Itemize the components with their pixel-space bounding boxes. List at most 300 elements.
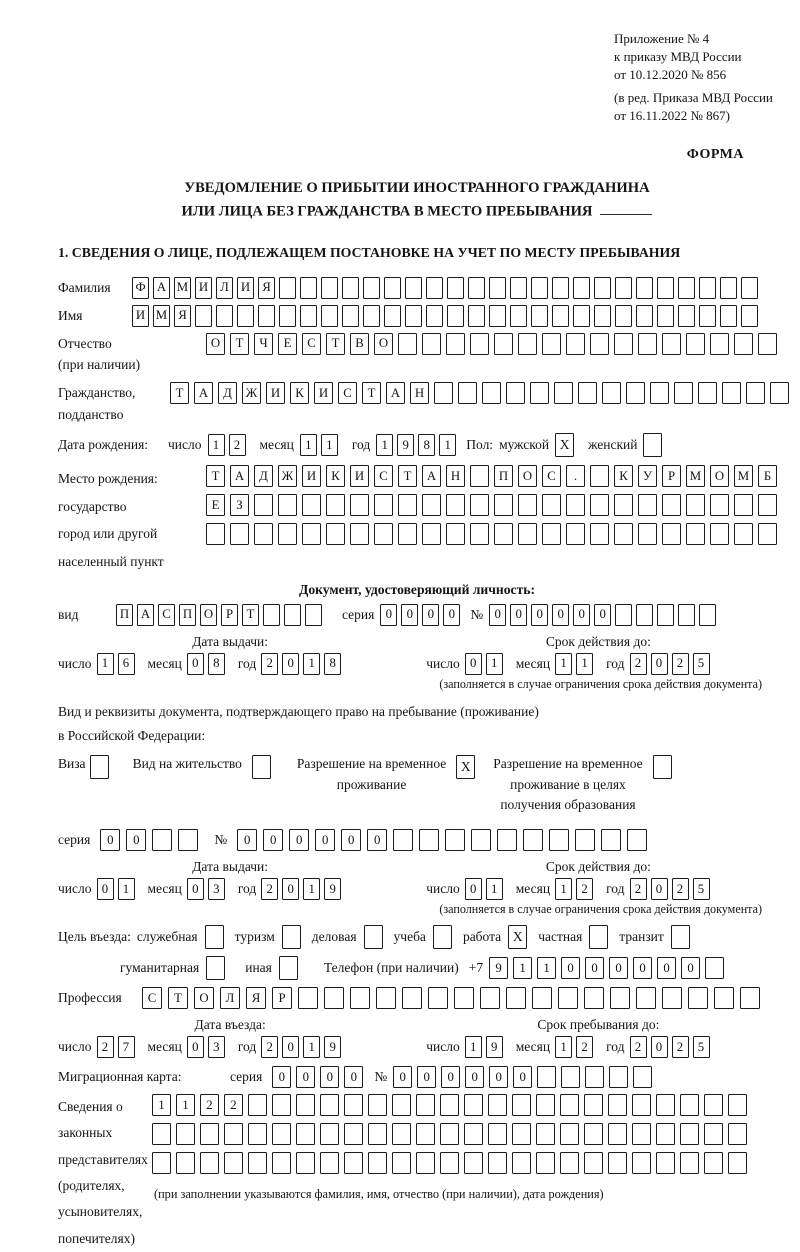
char-box[interactable]	[662, 987, 682, 1009]
char-box[interactable]	[615, 277, 632, 299]
char-box[interactable]	[470, 333, 489, 355]
char-box[interactable]	[326, 494, 345, 516]
char-box[interactable]	[392, 1123, 411, 1145]
char-box[interactable]	[363, 277, 380, 299]
char-box[interactable]: 0	[296, 1066, 315, 1088]
char-box[interactable]: 1	[303, 653, 320, 675]
char-box[interactable]	[321, 305, 338, 327]
char-box[interactable]	[206, 523, 225, 545]
char-box[interactable]	[560, 1152, 579, 1174]
char-box[interactable]	[758, 523, 777, 545]
purpose-business-checkbox[interactable]	[364, 925, 383, 949]
char-box[interactable]	[296, 1094, 315, 1116]
char-box[interactable]: О	[518, 465, 537, 487]
char-box[interactable]: 2	[672, 1036, 689, 1058]
char-box[interactable]: 2	[261, 878, 278, 900]
purpose-transit-checkbox[interactable]	[671, 925, 690, 949]
char-box[interactable]	[482, 382, 501, 404]
char-box[interactable]: 1	[555, 653, 572, 675]
char-box[interactable]: 0	[513, 1066, 532, 1088]
char-box[interactable]: С	[542, 465, 561, 487]
char-box[interactable]	[573, 277, 590, 299]
char-box[interactable]	[176, 1152, 195, 1174]
char-box[interactable]	[584, 1123, 603, 1145]
char-box[interactable]: 0	[651, 653, 668, 675]
char-box[interactable]: 1	[152, 1094, 171, 1116]
char-box[interactable]	[704, 1123, 723, 1145]
char-box[interactable]: 9	[397, 434, 414, 456]
char-box[interactable]	[488, 1094, 507, 1116]
char-box[interactable]	[740, 987, 760, 1009]
char-box[interactable]: Р	[662, 465, 681, 487]
char-box[interactable]	[636, 987, 656, 1009]
char-box[interactable]	[398, 333, 417, 355]
char-box[interactable]	[350, 494, 369, 516]
char-box[interactable]: 0	[97, 878, 114, 900]
doc-series-field[interactable]	[380, 604, 464, 626]
char-box[interactable]: Ч	[254, 333, 273, 355]
char-box[interactable]	[542, 333, 561, 355]
char-box[interactable]: 2	[630, 1036, 647, 1058]
char-box[interactable]	[488, 1152, 507, 1174]
char-box[interactable]	[398, 523, 417, 545]
char-box[interactable]: А	[137, 604, 154, 626]
char-box[interactable]	[497, 829, 517, 851]
char-box[interactable]	[254, 494, 273, 516]
char-box[interactable]	[176, 1123, 195, 1145]
char-box[interactable]	[734, 523, 753, 545]
char-box[interactable]: 0	[561, 957, 580, 979]
birth-year-field[interactable]	[376, 434, 460, 456]
char-box[interactable]: 1	[376, 434, 393, 456]
char-box[interactable]	[440, 1123, 459, 1145]
char-box[interactable]	[678, 305, 695, 327]
char-box[interactable]	[560, 1123, 579, 1145]
char-box[interactable]	[384, 305, 401, 327]
char-box[interactable]: 9	[486, 1036, 503, 1058]
entry-year-field[interactable]	[261, 1036, 345, 1058]
char-box[interactable]: 0	[573, 604, 590, 626]
char-box[interactable]: П	[116, 604, 133, 626]
char-box[interactable]	[602, 382, 621, 404]
char-box[interactable]: И	[132, 305, 149, 327]
char-box[interactable]: 0	[187, 653, 204, 675]
visa-checkbox[interactable]	[90, 755, 109, 779]
char-box[interactable]	[374, 523, 393, 545]
char-box[interactable]	[650, 382, 669, 404]
char-box[interactable]: Я	[258, 277, 275, 299]
char-box[interactable]: 1	[321, 434, 338, 456]
char-box[interactable]: С	[142, 987, 162, 1009]
char-box[interactable]	[720, 277, 737, 299]
char-box[interactable]: 0	[531, 604, 548, 626]
char-box[interactable]: Т	[242, 604, 259, 626]
issue-month-field[interactable]	[187, 878, 229, 900]
char-box[interactable]	[195, 305, 212, 327]
char-box[interactable]: 8	[324, 653, 341, 675]
sex-female-checkbox[interactable]	[643, 433, 662, 457]
char-box[interactable]	[428, 987, 448, 1009]
char-box[interactable]: 0	[443, 604, 460, 626]
char-box[interactable]	[728, 1152, 747, 1174]
char-box[interactable]	[704, 1094, 723, 1116]
char-box[interactable]	[678, 604, 695, 626]
char-box[interactable]: М	[686, 465, 705, 487]
char-box[interactable]	[405, 277, 422, 299]
profession-field[interactable]	[142, 987, 766, 1009]
char-box[interactable]	[728, 1123, 747, 1145]
char-box[interactable]: Ж	[278, 465, 297, 487]
char-box[interactable]: 0	[263, 829, 283, 851]
char-box[interactable]	[512, 1094, 531, 1116]
char-box[interactable]	[578, 382, 597, 404]
char-box[interactable]	[758, 494, 777, 516]
char-box[interactable]	[376, 987, 396, 1009]
char-box[interactable]: А	[386, 382, 405, 404]
char-box[interactable]: 0	[126, 829, 146, 851]
char-box[interactable]	[464, 1094, 483, 1116]
char-box[interactable]: 1	[97, 653, 114, 675]
char-box[interactable]: .	[566, 465, 585, 487]
char-box[interactable]: У	[638, 465, 657, 487]
residence-permit-checkbox[interactable]	[252, 755, 271, 779]
temporary-permit-checkbox[interactable]: X	[456, 755, 475, 779]
char-box[interactable]	[636, 305, 653, 327]
char-box[interactable]: 0	[320, 1066, 339, 1088]
char-box[interactable]	[480, 987, 500, 1009]
char-box[interactable]	[272, 1094, 291, 1116]
char-box[interactable]: 0	[237, 829, 257, 851]
char-box[interactable]	[200, 1123, 219, 1145]
expiry-day-field[interactable]	[465, 653, 507, 675]
char-box[interactable]	[350, 987, 370, 1009]
surname-field[interactable]	[132, 277, 762, 299]
char-box[interactable]: 2	[229, 434, 246, 456]
char-box[interactable]	[422, 333, 441, 355]
phone-field[interactable]	[489, 957, 729, 979]
char-box[interactable]: 9	[324, 1036, 341, 1058]
char-box[interactable]	[609, 1066, 628, 1088]
char-box[interactable]	[248, 1152, 267, 1174]
char-box[interactable]	[699, 604, 716, 626]
char-box[interactable]	[610, 987, 630, 1009]
char-box[interactable]: С	[158, 604, 175, 626]
char-box[interactable]: 2	[261, 1036, 278, 1058]
char-box[interactable]: 3	[208, 1036, 225, 1058]
char-box[interactable]: Л	[216, 277, 233, 299]
char-box[interactable]	[272, 1152, 291, 1174]
char-box[interactable]	[536, 1094, 555, 1116]
char-box[interactable]	[686, 494, 705, 516]
char-box[interactable]	[656, 1094, 675, 1116]
char-box[interactable]: 0	[657, 957, 676, 979]
char-box[interactable]: 0	[681, 957, 700, 979]
char-box[interactable]	[662, 333, 681, 355]
char-box[interactable]: Т	[206, 465, 225, 487]
char-box[interactable]	[656, 1152, 675, 1174]
char-box[interactable]: А	[230, 465, 249, 487]
char-box[interactable]	[662, 523, 681, 545]
stay-month-field[interactable]	[555, 1036, 597, 1058]
char-box[interactable]	[494, 494, 513, 516]
char-box[interactable]	[536, 1123, 555, 1145]
char-box[interactable]: О	[194, 987, 214, 1009]
char-box[interactable]	[278, 523, 297, 545]
char-box[interactable]	[342, 305, 359, 327]
char-box[interactable]	[470, 465, 489, 487]
char-box[interactable]	[263, 604, 280, 626]
char-box[interactable]: Т	[230, 333, 249, 355]
char-box[interactable]: 0	[401, 604, 418, 626]
char-box[interactable]: С	[338, 382, 357, 404]
char-box[interactable]	[426, 305, 443, 327]
char-box[interactable]	[152, 1123, 171, 1145]
given-name-field[interactable]	[132, 305, 762, 327]
char-box[interactable]	[518, 333, 537, 355]
char-box[interactable]	[416, 1123, 435, 1145]
char-box[interactable]: 5	[693, 878, 710, 900]
citizenship-field[interactable]	[170, 382, 794, 404]
expiry-month-field[interactable]	[555, 653, 597, 675]
char-box[interactable]	[468, 277, 485, 299]
char-box[interactable]	[494, 333, 513, 355]
char-box[interactable]: Р	[272, 987, 292, 1009]
char-box[interactable]	[405, 305, 422, 327]
char-box[interactable]	[741, 277, 758, 299]
char-box[interactable]	[531, 277, 548, 299]
char-box[interactable]	[680, 1094, 699, 1116]
char-box[interactable]	[632, 1094, 651, 1116]
char-box[interactable]	[662, 494, 681, 516]
char-box[interactable]: Я	[246, 987, 266, 1009]
char-box[interactable]	[657, 604, 674, 626]
char-box[interactable]	[614, 494, 633, 516]
entry-month-field[interactable]	[187, 1036, 229, 1058]
char-box[interactable]	[470, 523, 489, 545]
char-box[interactable]: 0	[465, 1066, 484, 1088]
char-box[interactable]: 6	[118, 653, 135, 675]
char-box[interactable]	[471, 829, 491, 851]
char-box[interactable]: О	[710, 465, 729, 487]
char-box[interactable]	[489, 305, 506, 327]
char-box[interactable]: П	[494, 465, 513, 487]
char-box[interactable]: 1	[208, 434, 225, 456]
char-box[interactable]	[710, 494, 729, 516]
char-box[interactable]: 0	[272, 1066, 291, 1088]
char-box[interactable]: Т	[326, 333, 345, 355]
char-box[interactable]	[392, 1094, 411, 1116]
migration-card-number-field[interactable]	[393, 1066, 657, 1088]
char-box[interactable]	[530, 382, 549, 404]
char-box[interactable]	[590, 333, 609, 355]
residence-series-field[interactable]	[100, 829, 204, 851]
char-box[interactable]	[272, 1123, 291, 1145]
char-box[interactable]	[344, 1094, 363, 1116]
char-box[interactable]: 0	[315, 829, 335, 851]
char-box[interactable]: 0	[282, 653, 299, 675]
char-box[interactable]	[440, 1094, 459, 1116]
purpose-humanitarian-checkbox[interactable]	[206, 956, 225, 980]
char-box[interactable]	[714, 987, 734, 1009]
char-box[interactable]	[446, 494, 465, 516]
char-box[interactable]	[741, 305, 758, 327]
char-box[interactable]: 2	[200, 1094, 219, 1116]
char-box[interactable]	[393, 829, 413, 851]
education-permit-checkbox[interactable]	[653, 755, 672, 779]
char-box[interactable]	[302, 494, 321, 516]
char-box[interactable]	[531, 305, 548, 327]
char-box[interactable]	[298, 987, 318, 1009]
char-box[interactable]	[758, 333, 777, 355]
char-box[interactable]	[590, 465, 609, 487]
issue-year-field[interactable]	[261, 653, 345, 675]
char-box[interactable]	[464, 1152, 483, 1174]
birth-place-row1-field[interactable]	[206, 465, 782, 487]
birth-month-field[interactable]	[300, 434, 342, 456]
char-box[interactable]: 1	[486, 878, 503, 900]
char-box[interactable]	[688, 987, 708, 1009]
char-box[interactable]	[590, 523, 609, 545]
char-box[interactable]	[506, 987, 526, 1009]
char-box[interactable]	[627, 829, 647, 851]
char-box[interactable]	[446, 333, 465, 355]
char-box[interactable]	[633, 1066, 652, 1088]
char-box[interactable]: 1	[118, 878, 135, 900]
char-box[interactable]: Е	[206, 494, 225, 516]
char-box[interactable]	[494, 523, 513, 545]
char-box[interactable]	[678, 277, 695, 299]
migration-card-series-field[interactable]	[272, 1066, 368, 1088]
char-box[interactable]	[302, 523, 321, 545]
char-box[interactable]	[536, 1152, 555, 1174]
char-box[interactable]: 0	[282, 1036, 299, 1058]
char-box[interactable]	[374, 494, 393, 516]
issue-day-field[interactable]	[97, 878, 139, 900]
issue-day-field[interactable]	[97, 653, 139, 675]
char-box[interactable]	[720, 305, 737, 327]
expiry-year-field[interactable]	[630, 653, 714, 675]
char-box[interactable]: К	[614, 465, 633, 487]
char-box[interactable]	[152, 1152, 171, 1174]
char-box[interactable]	[584, 1152, 603, 1174]
char-box[interactable]	[344, 1123, 363, 1145]
char-box[interactable]	[279, 277, 296, 299]
char-box[interactable]: Б	[758, 465, 777, 487]
char-box[interactable]	[710, 333, 729, 355]
char-box[interactable]	[615, 305, 632, 327]
char-box[interactable]	[734, 333, 753, 355]
char-box[interactable]: 8	[418, 434, 435, 456]
char-box[interactable]	[584, 987, 604, 1009]
char-box[interactable]: И	[350, 465, 369, 487]
char-box[interactable]	[518, 523, 537, 545]
char-box[interactable]: Я	[174, 305, 191, 327]
char-box[interactable]	[320, 1152, 339, 1174]
char-box[interactable]	[705, 957, 724, 979]
char-box[interactable]: О	[374, 333, 393, 355]
char-box[interactable]	[419, 829, 439, 851]
stay-day-field[interactable]	[465, 1036, 507, 1058]
char-box[interactable]	[518, 494, 537, 516]
char-box[interactable]: Ф	[132, 277, 149, 299]
char-box[interactable]	[594, 277, 611, 299]
issue-year-field[interactable]	[261, 878, 345, 900]
char-box[interactable]	[224, 1123, 243, 1145]
char-box[interactable]: И	[195, 277, 212, 299]
char-box[interactable]	[324, 987, 344, 1009]
char-box[interactable]: 0	[609, 957, 628, 979]
char-box[interactable]: 1	[555, 878, 572, 900]
char-box[interactable]: О	[200, 604, 217, 626]
char-box[interactable]: И	[266, 382, 285, 404]
char-box[interactable]: А	[153, 277, 170, 299]
char-box[interactable]: 0	[633, 957, 652, 979]
char-box[interactable]: 0	[187, 1036, 204, 1058]
char-box[interactable]	[200, 1152, 219, 1174]
char-box[interactable]: Е	[278, 333, 297, 355]
char-box[interactable]	[368, 1094, 387, 1116]
char-box[interactable]	[446, 523, 465, 545]
char-box[interactable]: К	[290, 382, 309, 404]
char-box[interactable]	[585, 1066, 604, 1088]
char-box[interactable]	[590, 494, 609, 516]
char-box[interactable]	[342, 277, 359, 299]
char-box[interactable]	[344, 1152, 363, 1174]
char-box[interactable]: 2	[576, 1036, 593, 1058]
char-box[interactable]	[296, 1152, 315, 1174]
char-box[interactable]	[573, 305, 590, 327]
char-box[interactable]: 9	[324, 878, 341, 900]
char-box[interactable]	[392, 1152, 411, 1174]
char-box[interactable]	[445, 829, 465, 851]
char-box[interactable]: Н	[410, 382, 429, 404]
stay-year-field[interactable]	[630, 1036, 714, 1058]
char-box[interactable]	[470, 494, 489, 516]
char-box[interactable]	[350, 523, 369, 545]
char-box[interactable]	[248, 1094, 267, 1116]
doc-type-field[interactable]	[116, 604, 326, 626]
char-box[interactable]	[656, 1123, 675, 1145]
char-box[interactable]	[686, 523, 705, 545]
char-box[interactable]	[416, 1094, 435, 1116]
char-box[interactable]	[458, 382, 477, 404]
char-box[interactable]: 2	[97, 1036, 114, 1058]
char-box[interactable]: К	[326, 465, 345, 487]
char-box[interactable]	[537, 1066, 556, 1088]
char-box[interactable]: О	[206, 333, 225, 355]
char-box[interactable]: 0	[651, 1036, 668, 1058]
char-box[interactable]	[454, 987, 474, 1009]
char-box[interactable]: Т	[170, 382, 189, 404]
char-box[interactable]	[152, 829, 172, 851]
char-box[interactable]	[680, 1123, 699, 1145]
char-box[interactable]	[636, 277, 653, 299]
char-box[interactable]: 1	[465, 1036, 482, 1058]
representatives-row3-field[interactable]	[152, 1152, 752, 1174]
char-box[interactable]: 9	[489, 957, 508, 979]
char-box[interactable]	[566, 494, 585, 516]
residence-number-field[interactable]	[237, 829, 653, 851]
char-box[interactable]	[512, 1152, 531, 1174]
char-box[interactable]: 0	[187, 878, 204, 900]
char-box[interactable]: 2	[224, 1094, 243, 1116]
char-box[interactable]: П	[179, 604, 196, 626]
char-box[interactable]: 3	[208, 878, 225, 900]
char-box[interactable]: И	[237, 277, 254, 299]
char-box[interactable]	[632, 1152, 651, 1174]
char-box[interactable]	[284, 604, 301, 626]
representatives-row2-field[interactable]	[152, 1123, 752, 1145]
